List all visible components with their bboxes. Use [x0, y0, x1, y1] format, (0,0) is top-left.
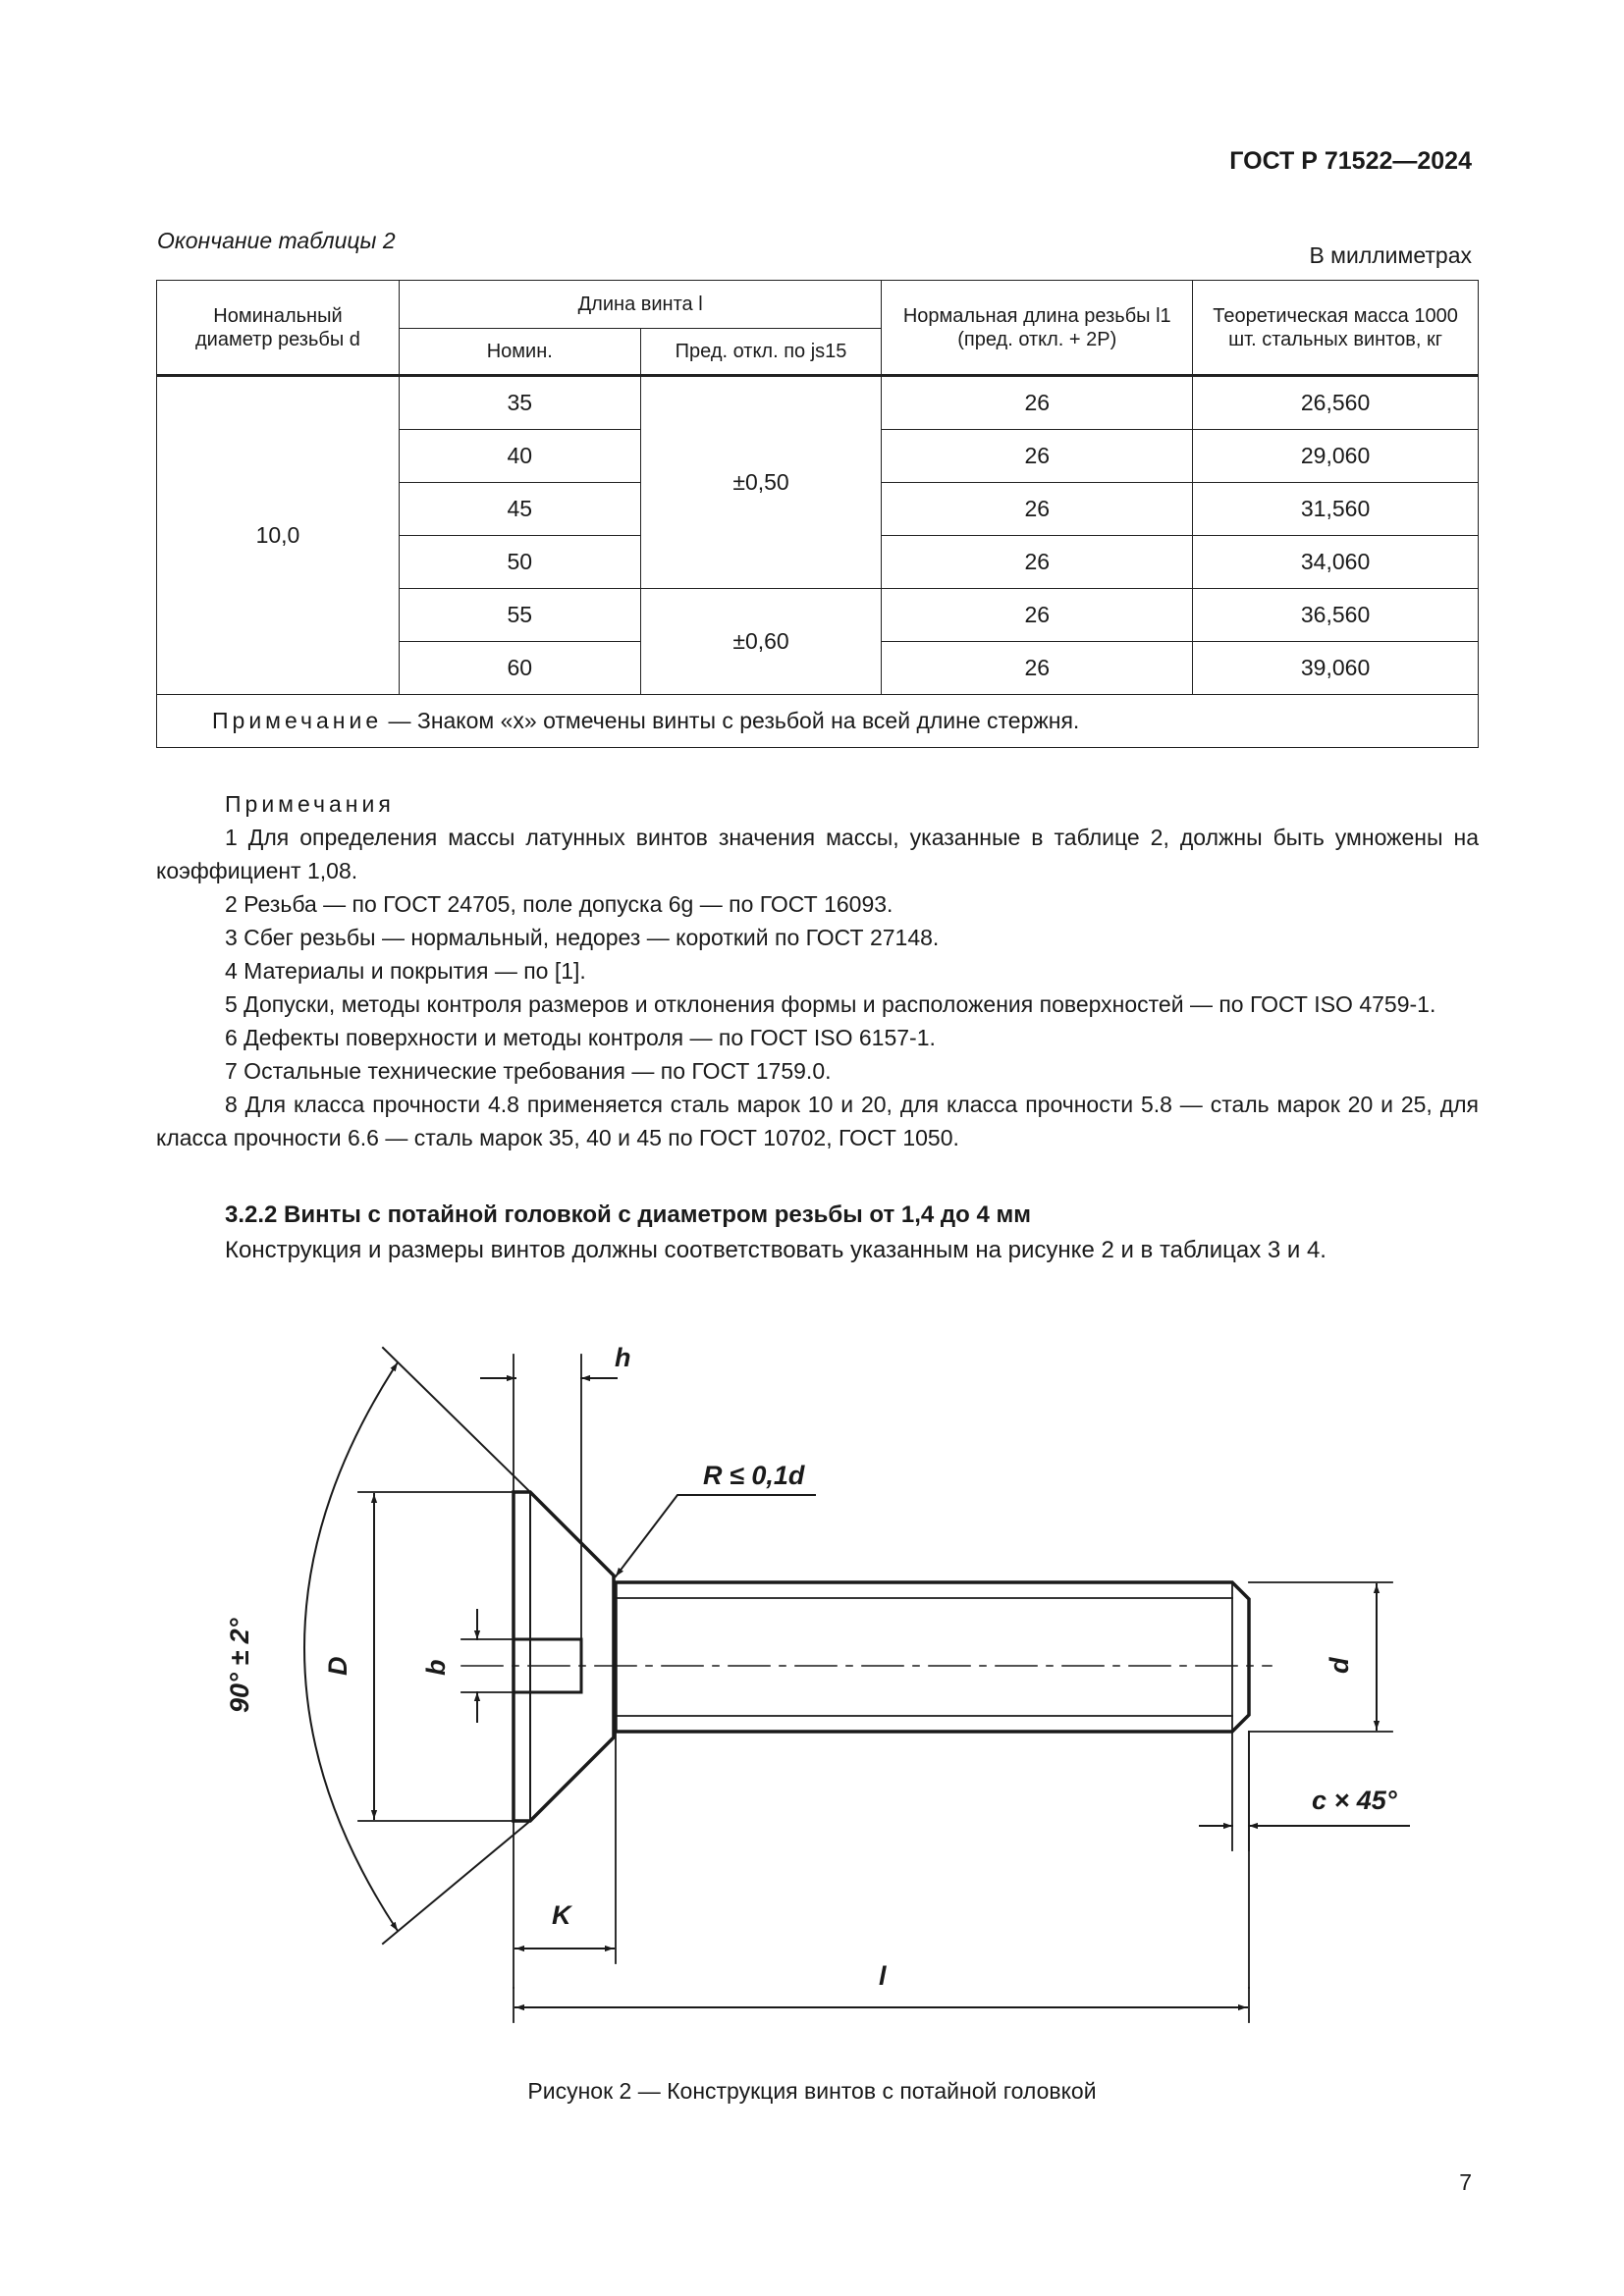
thread-cell: 26: [882, 536, 1193, 589]
table-caption: Окончание таблицы 2: [157, 228, 396, 253]
mass-cell: 34,060: [1193, 536, 1479, 589]
length-cell: 55: [399, 589, 640, 642]
note-item: 3 Сбег резьбы — нормальный, недорез — короткий по ГОСТ 27148.: [225, 925, 940, 950]
label-b: b: [421, 1659, 451, 1676]
notes-block: [156, 787, 1479, 1154]
note-item: 8 Для класса прочности 4.8 применяется сталь марок 10 и 20, для класса прочности 5.8 — сталь марок 20 и 25, для класса прочности 6.6 — сталь марок 35, 40 и 45 по ГОСТ 10702, ГОСТ 1050.: [156, 1092, 1479, 1150]
header-nominal: Номин.: [399, 329, 640, 376]
mass-cell: 36,560: [1193, 589, 1479, 642]
mass-cell: 31,560: [1193, 483, 1479, 536]
thread-cell: 26: [882, 483, 1193, 536]
note-item: 2 Резьба — по ГОСТ 24705, поле допуска 6g — по ГОСТ 16093.: [225, 891, 893, 917]
length-cell: 60: [399, 642, 640, 695]
header-nominal-diameter: Номинальный диаметр резьбы d: [157, 281, 400, 376]
screw-shank: [616, 1582, 1249, 1732]
length-cell: 40: [399, 430, 640, 483]
header-screw-length: Длина винта l: [399, 281, 881, 329]
label-angle: 90° ± 2°: [225, 1618, 254, 1713]
section-body: Конструкция и размеры винтов должны соответствовать указанным на рисунке 2 и в таблицах 3 и 4.: [225, 1237, 1326, 1263]
note-item: 5 Допуски, методы контроля размеров и отклонения формы и расположения поверхностей — по ГОСТ ISO 4759-1.: [225, 991, 1436, 1017]
document-id: ГОСТ Р 71522—2024: [1229, 147, 1472, 175]
length-cell: 35: [399, 376, 640, 430]
angle-arc: [304, 1362, 398, 1931]
tolerance-cell: ±0,60: [640, 589, 882, 695]
page-number: 7: [1459, 2169, 1472, 2195]
length-cell: 45: [399, 483, 640, 536]
table-note-text: — Знаком «х» отмечены винты с резьбой на всей длине стержня.: [382, 708, 1080, 733]
table-row: [157, 376, 1479, 430]
label-l: l: [879, 1961, 887, 1991]
label-c: c × 45°: [1312, 1786, 1397, 1815]
r-leader: [616, 1495, 815, 1576]
table-note-label: Примечание: [212, 708, 383, 733]
note-item: 1 Для определения массы латунных винтов значения массы, указанные в таблице 2, должны быть умножены на коэффициент 1,08.: [156, 825, 1479, 883]
section-heading: 3.2.2 Винты с потайной головкой с диаметром резьбы от 1,4 до 4 мм: [225, 1201, 1032, 1228]
header-tolerance: Пред. откл. по js15: [640, 329, 882, 376]
screw-head: [514, 1492, 614, 1821]
table-note: [157, 695, 1479, 748]
tolerance-cell: ±0,50: [640, 376, 882, 589]
figure-caption: Рисунок 2 — Конструкция винтов с потайной головкой: [527, 2078, 1097, 2104]
diameter-cell: 10,0: [157, 376, 400, 695]
mass-cell: 39,060: [1193, 642, 1479, 695]
angle-extension-top: [383, 1348, 530, 1492]
thread-cell: 26: [882, 376, 1193, 430]
note-item: 7 Остальные технические требования — по ГОСТ 1759.0.: [225, 1058, 832, 1084]
figure-2-drawing: [0, 1306, 1624, 2071]
note-item: 6 Дефекты поверхности и методы контроля — по ГОСТ ISO 6157-1.: [225, 1025, 936, 1050]
thread-cell: 26: [882, 589, 1193, 642]
label-big-d: D: [323, 1656, 352, 1676]
label-r: R ≤ 0,1d: [703, 1461, 805, 1490]
thread-cell: 26: [882, 430, 1193, 483]
notes-title: Примечания: [225, 791, 395, 817]
label-h: h: [615, 1343, 631, 1372]
label-d: d: [1325, 1657, 1354, 1674]
note-item: 4 Материалы и покрытия — по [1].: [225, 958, 586, 984]
mass-cell: 29,060: [1193, 430, 1479, 483]
section-3-2-2: [156, 1198, 1479, 1268]
thread-cell: 26: [882, 642, 1193, 695]
header-thread-length: Нормальная длина резьбы l1 (пред. откл. + 2P): [882, 281, 1193, 376]
angle-extension-bottom: [383, 1821, 530, 1944]
label-k: K: [552, 1900, 571, 1930]
header-mass: Теоретическая масса 1000 шт. стальных винтов, кг: [1193, 281, 1479, 376]
table-2: [156, 280, 1479, 748]
length-cell: 50: [399, 536, 640, 589]
table-units: В миллиметрах: [1309, 242, 1472, 268]
mass-cell: 26,560: [1193, 376, 1479, 430]
